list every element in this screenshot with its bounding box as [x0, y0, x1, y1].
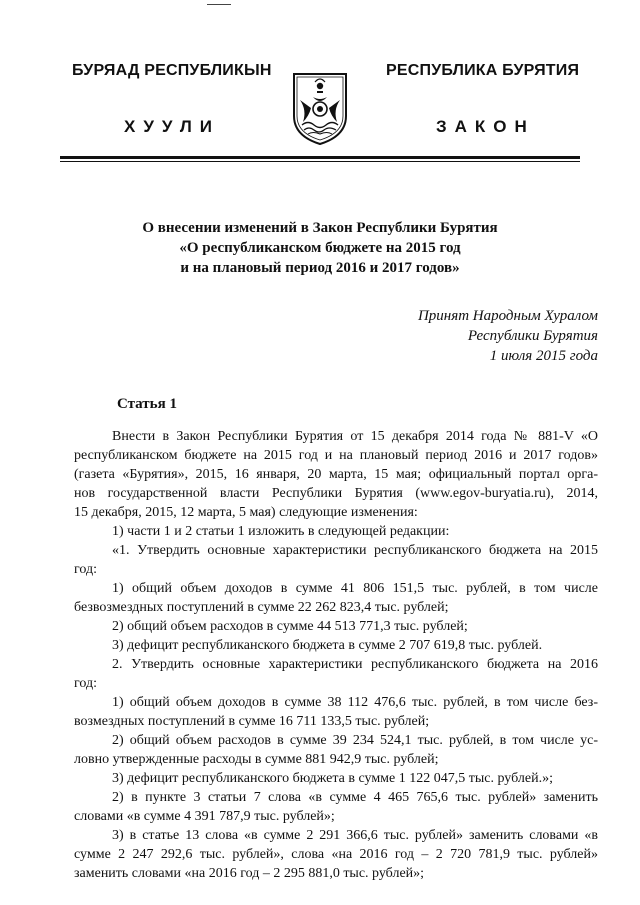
paragraph-line: заменить словами «на 2016 год – 2 295 881,0 тыс. рублей»; [74, 866, 425, 881]
document-header [0, 0, 640, 170]
article-paragraph [74, 731, 598, 769]
article-paragraph [74, 693, 598, 731]
paragraph-line: 1) части 1 и 2 статьи 1 изложить в следующей редакции: [112, 524, 450, 539]
paragraph-line: словами «в сумме 4 391 787,9 тыс. рублей»; [74, 809, 335, 824]
article-paragraph [74, 427, 598, 522]
header-divider-thin [60, 161, 580, 162]
adoption-date: 1 июля 2015 года [489, 348, 598, 364]
law-title-line: «О республиканском бюджете на 2015 год [179, 240, 461, 256]
paragraph-line: Внести в Закон Республики Бурятия от 15 декабря 2014 года № 881-V «О [112, 429, 598, 444]
paragraph-line: сумме 2 247 292,6 тыс. рублей», слова «на 2016 год – 2 720 781,9 тыс. рублей» [74, 847, 598, 862]
paragraph-line: 3) дефицит республиканского бюджета в сумме 1 122 047,5 тыс. рублей.»; [112, 771, 553, 786]
paragraph-line: 1) общий объем доходов в сумме 41 806 151,5 тыс. рублей, в том числе [112, 581, 598, 596]
adoption-line: Республики Бурятия [467, 328, 598, 344]
adoption-line: Принят Народным Хуралом [417, 308, 598, 324]
adoption-note [418, 306, 598, 366]
paragraph-line: безвозмездных поступлений в сумме 22 262 823,4 тыс. рублей; [74, 600, 449, 615]
article-paragraph [74, 617, 598, 636]
header-right-type: ЗАКОН [436, 117, 535, 136]
paragraph-line: 3) дефицит республиканского бюджета в сумме 2 707 619,8 тыс. рублей. [112, 638, 543, 653]
paragraph-line: нов государственной власти Республики Бурятия (www.egov-buryatia.ru), 2014, [74, 486, 598, 501]
article-paragraph [74, 769, 598, 788]
paragraph-line: 15 декабря, 2015, 12 марта, 5 мая) следующие изменения: [74, 505, 418, 520]
paragraph-line: 1) общий объем доходов в сумме 38 112 476,6 тыс. рублей, в том числе без- [112, 695, 598, 710]
paragraph-line: ловно утвержденные расходы в сумме 881 942,9 тыс. рублей; [74, 752, 439, 767]
paragraph-line: 2) общий объем расходов в сумме 44 513 771,3 тыс. рублей; [112, 619, 468, 634]
paragraph-line: «1. Утвердить основные характеристики республиканского бюджета на 2015 [112, 543, 598, 558]
law-title-line: и на плановый период 2016 и 2017 годов» [180, 260, 460, 276]
header-left-name: БУРЯАД РЕСПУБЛИКЫН [72, 62, 272, 79]
article-paragraph [74, 826, 598, 883]
paragraph-line: возмездных поступлений в сумме 16 711 133,5 тыс. рублей; [74, 714, 430, 729]
article-paragraph [74, 541, 598, 579]
paragraph-line: год: [74, 562, 98, 577]
paragraph-line: (газета «Бурятия», 2015, 16 января, 20 марта, 15 мая; официальный портал орга- [74, 467, 598, 482]
law-title [60, 218, 580, 278]
header-right-name: РЕСПУБЛИКА БУРЯТИЯ [386, 62, 580, 79]
article-paragraph [74, 636, 598, 655]
paragraph-line: 2. Утвердить основные характеристики республиканского бюджета на 2016 [112, 657, 598, 672]
paragraph-line: республиканском бюджете на 2015 год и на плановый период 2016 и 2017 годов» [74, 448, 598, 463]
paragraph-line: 2) в пункте 3 статьи 7 слова «в сумме 4 465 765,6 тыс. рублей» заменить [112, 790, 598, 805]
header-left-type: ХУУЛИ [124, 117, 220, 136]
law-title-line: О внесении изменений в Закон Республики Бурятия [142, 220, 498, 236]
article-paragraph [74, 788, 598, 826]
header-divider-thick [60, 156, 580, 159]
article-paragraph [74, 522, 598, 541]
paragraph-line: 2) общий объем расходов в сумме 39 234 524,1 тыс. рублей, в том числе ус- [112, 733, 598, 748]
paragraph-line: 3) в статье 13 слова «в сумме 2 291 366,6 тыс. рублей» заменить словами «в [112, 828, 598, 843]
paragraph-line: год: [74, 676, 98, 691]
article-paragraph [74, 655, 598, 693]
article-heading: Статья 1 [117, 396, 177, 412]
coat-of-arms-icon [291, 70, 349, 146]
article-body [74, 427, 598, 883]
article-paragraph [74, 579, 598, 617]
